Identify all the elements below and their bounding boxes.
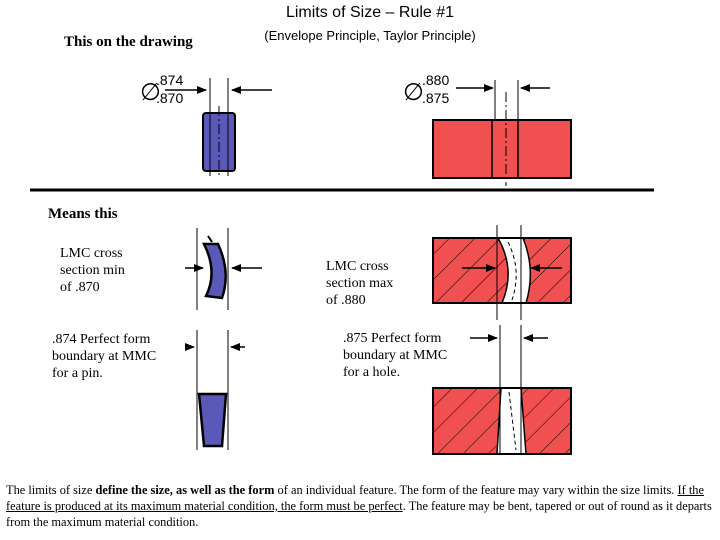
pin-mmc-figure [185, 330, 245, 450]
explanation-underlined: If the feature is produced at its maximum material condition, the form must be perfect [6, 483, 704, 513]
pin-bent-body [204, 244, 226, 298]
explanation-bold: define the size, as well as the form [95, 483, 275, 497]
page-title: Limits of Size – Rule #1 [285, 4, 455, 21]
pin-diameter-symbol: ∅ [140, 79, 161, 106]
hole-mmc-figure [433, 325, 571, 454]
hole-lmc-figure [433, 225, 571, 320]
explanation-part2: of an individual feature. The form of the feature may vary within the size limits. [274, 483, 678, 497]
explanation-paragraph [6, 482, 714, 530]
hole-block [433, 120, 571, 178]
hole-lmc-note: LMC cross section max of .880 [326, 259, 394, 308]
pin-lmc-note: LMC cross section min of .870 [60, 246, 125, 295]
page-subtitle: (Envelope Principle, Taylor Principle) [264, 28, 476, 43]
pin-dim-lower: .870 [156, 90, 184, 106]
pin-lmc-figure [185, 228, 262, 310]
hole-mmc-note: .875 Perfect form boundary at MMC for a hole. [343, 331, 448, 380]
pin-mmc-note: .874 Perfect form boundary at MMC for a pin. [52, 332, 157, 381]
hole-drawing [433, 80, 571, 186]
pin-dim-upper: .874 [156, 72, 184, 88]
explanation-part3: . The feature may be bent, tapered or out of round as it departs from the maximum material condition. [6, 499, 712, 529]
pin-tapered-body [199, 394, 226, 446]
hole-dim-lower: .875 [422, 90, 450, 106]
hole-diameter-symbol: ∅ [403, 79, 424, 106]
drawing-section-label: This on the drawing [64, 34, 193, 50]
hole-tapered-bore [497, 388, 526, 454]
means-section-label: Means this [48, 206, 118, 222]
hole-dim-upper: .880 [422, 72, 450, 88]
explanation-part1: The limits of size [6, 483, 96, 497]
